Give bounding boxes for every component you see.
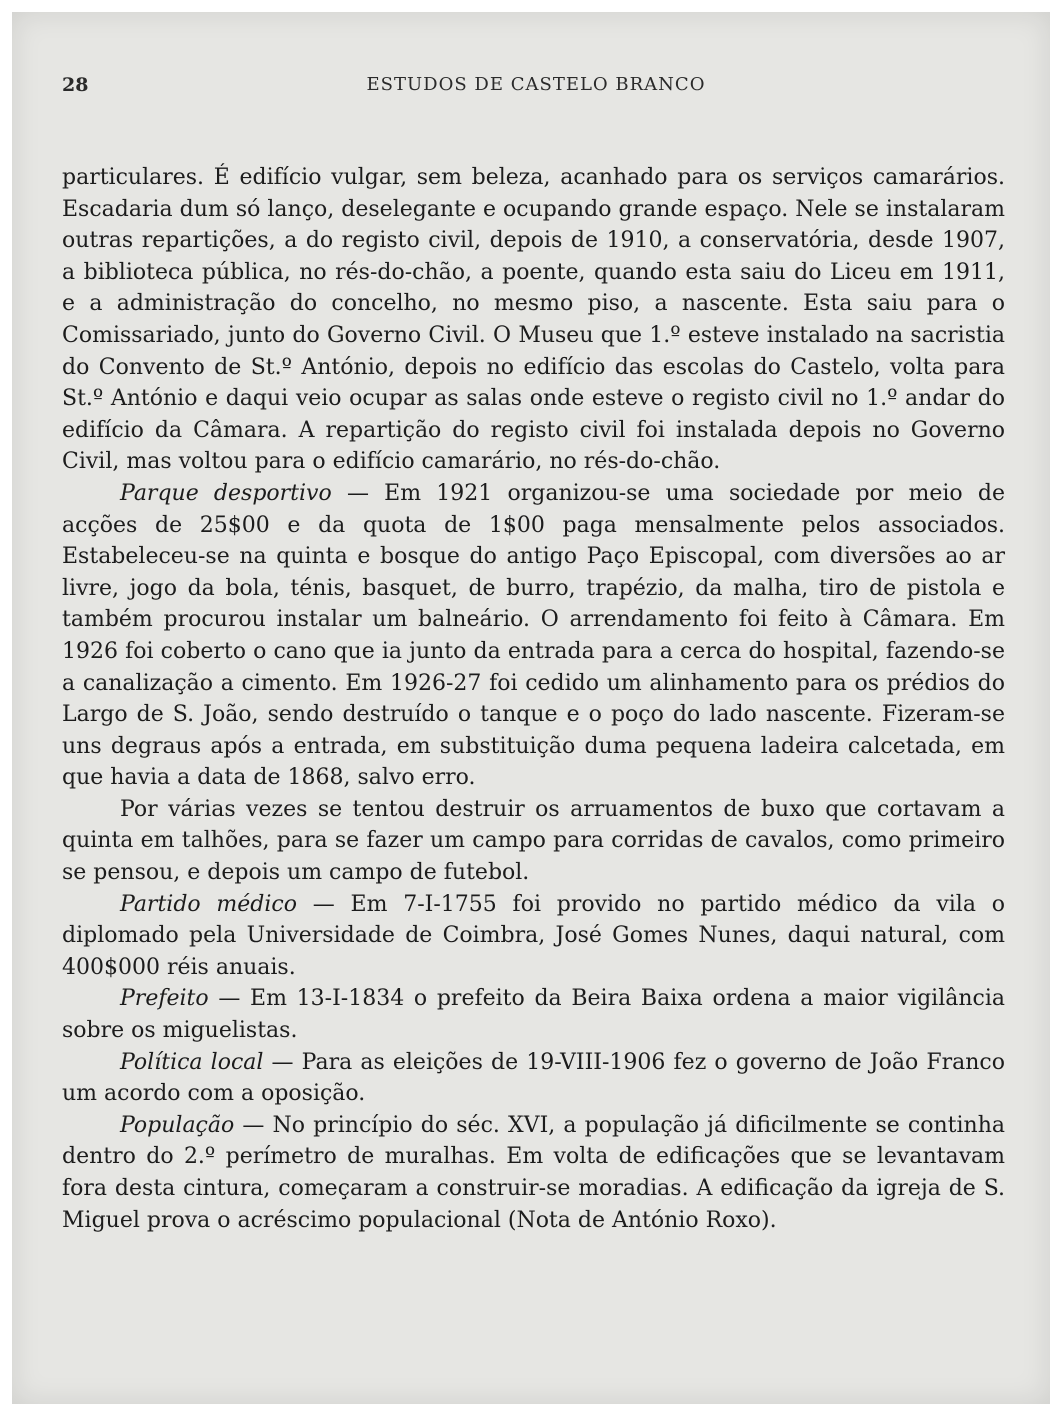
entry-text: Em 7-I-1755 foi provido no partido médico da vila o diplomado pela Universidade de Coimbra, José Gomes Nunes, daqui natural, com 400$000 réis anuais. [62, 891, 1005, 980]
entry-text: Em 13-I-1834 o prefeito da Beira Baixa ordena a maior vigilância sobre os miguelistas. [62, 986, 1005, 1044]
entry-separator: — [208, 986, 251, 1012]
entry-term: Parque desportivo [120, 480, 332, 506]
entry-populacao [62, 1110, 1005, 1236]
paragraph-continuation [62, 162, 1005, 478]
entry-term: População [120, 1112, 235, 1138]
page-number: 28 [62, 74, 89, 96]
entry-separator: — [297, 891, 351, 917]
entry-term: Partido médico [120, 891, 297, 917]
paragraph-text: particulares. É edifício vulgar, sem beleza, acanhado para os serviços camarários. Escadaria dum só lanço, deselegante e ocupando grande espaço. Nele se instalaram outras repartições, a do registo civil, depois de 1910, a conservatória, desde 1907, a biblioteca pública, no rés-do-chão, a poente, quando esta saiu do Liceu em 1911, e a administração do concelho, no mesmo piso, a nascente. Esta saiu para o Comissariado, junto do Governo Civil. O Museu que 1.º esteve instalado na sacristia do Convento de St.º António, depois no edifício das escolas do Castelo, volta para St.º António e daqui veio ocupar as salas onde esteve o registo civil no 1.º andar do edifício da Câmara. A repartição do registo civil foi instalada depois no Governo Civil, mas voltou para o edifício camarário, no rés-do-chão. [62, 165, 1005, 475]
entry-separator: — [331, 480, 385, 506]
entry-partido-medico [62, 889, 1005, 984]
entry-separator: — [234, 1112, 273, 1138]
entry-term: Prefeito [120, 986, 209, 1012]
entry-separator: — [263, 1049, 302, 1075]
entry-parque-desportivo [62, 478, 1005, 794]
entry-text: Em 1921 organizou-se uma sociedade por meio de acções de 25$00 e da quota de 1$00 paga mensalmente pelos associados. Estabeleceu-se na quinta e bosque do antigo Paço Episcopal, com diversões ao ar livre, jogo da bola, ténis, basquet, de burro, trapézio, da malha, tiro de pistola e também procurou instalar um balneário. O arrendamento foi feito à Câmara. Em 1926 foi coberto o cano que ia junto da entrada para a cerca do hospital, fazendo-se a canalização a cimento. Em 1926-27 foi cedido um alinhamento para os prédios do Largo de S. João, sendo destruído o tanque e o poço do lado nascente. Fizeram-se uns degraus após a entrada, em substituição duma pequena ladeira calcetada, em que havia a data de 1868, salvo erro. [62, 480, 1005, 791]
entry-term: Política local [120, 1049, 264, 1075]
running-title: ESTUDOS DE CASTELO BRANCO [366, 74, 706, 95]
page-header [62, 74, 1010, 100]
paragraph [62, 794, 1005, 889]
entry-text: Para as eleições de 19-VIII-1906 fez o governo de João Franco um acordo com a oposição. [62, 1049, 1005, 1107]
entry-politica-local [62, 1047, 1005, 1110]
paragraph-text: Por várias vezes se tentou destruir os arruamentos de buxo que cortavam a quinta em talhões, para se fazer um campo para corridas de cavalos, como primeiro se pensou, e depois um campo de futebol. [62, 796, 1005, 886]
entry-prefeito [62, 983, 1005, 1046]
entry-text: No princípio do séc. XVI, a população já dificilmente se continha dentro do 2.º perímetro de muralhas. Em volta de edificações que se levantavam fora desta cintura, começaram a construir-se moradias. A edificação da igreja de S. Miguel prova o acréscimo populacional (Nota de António Roxo). [62, 1112, 1005, 1233]
body-text [62, 162, 1005, 1236]
